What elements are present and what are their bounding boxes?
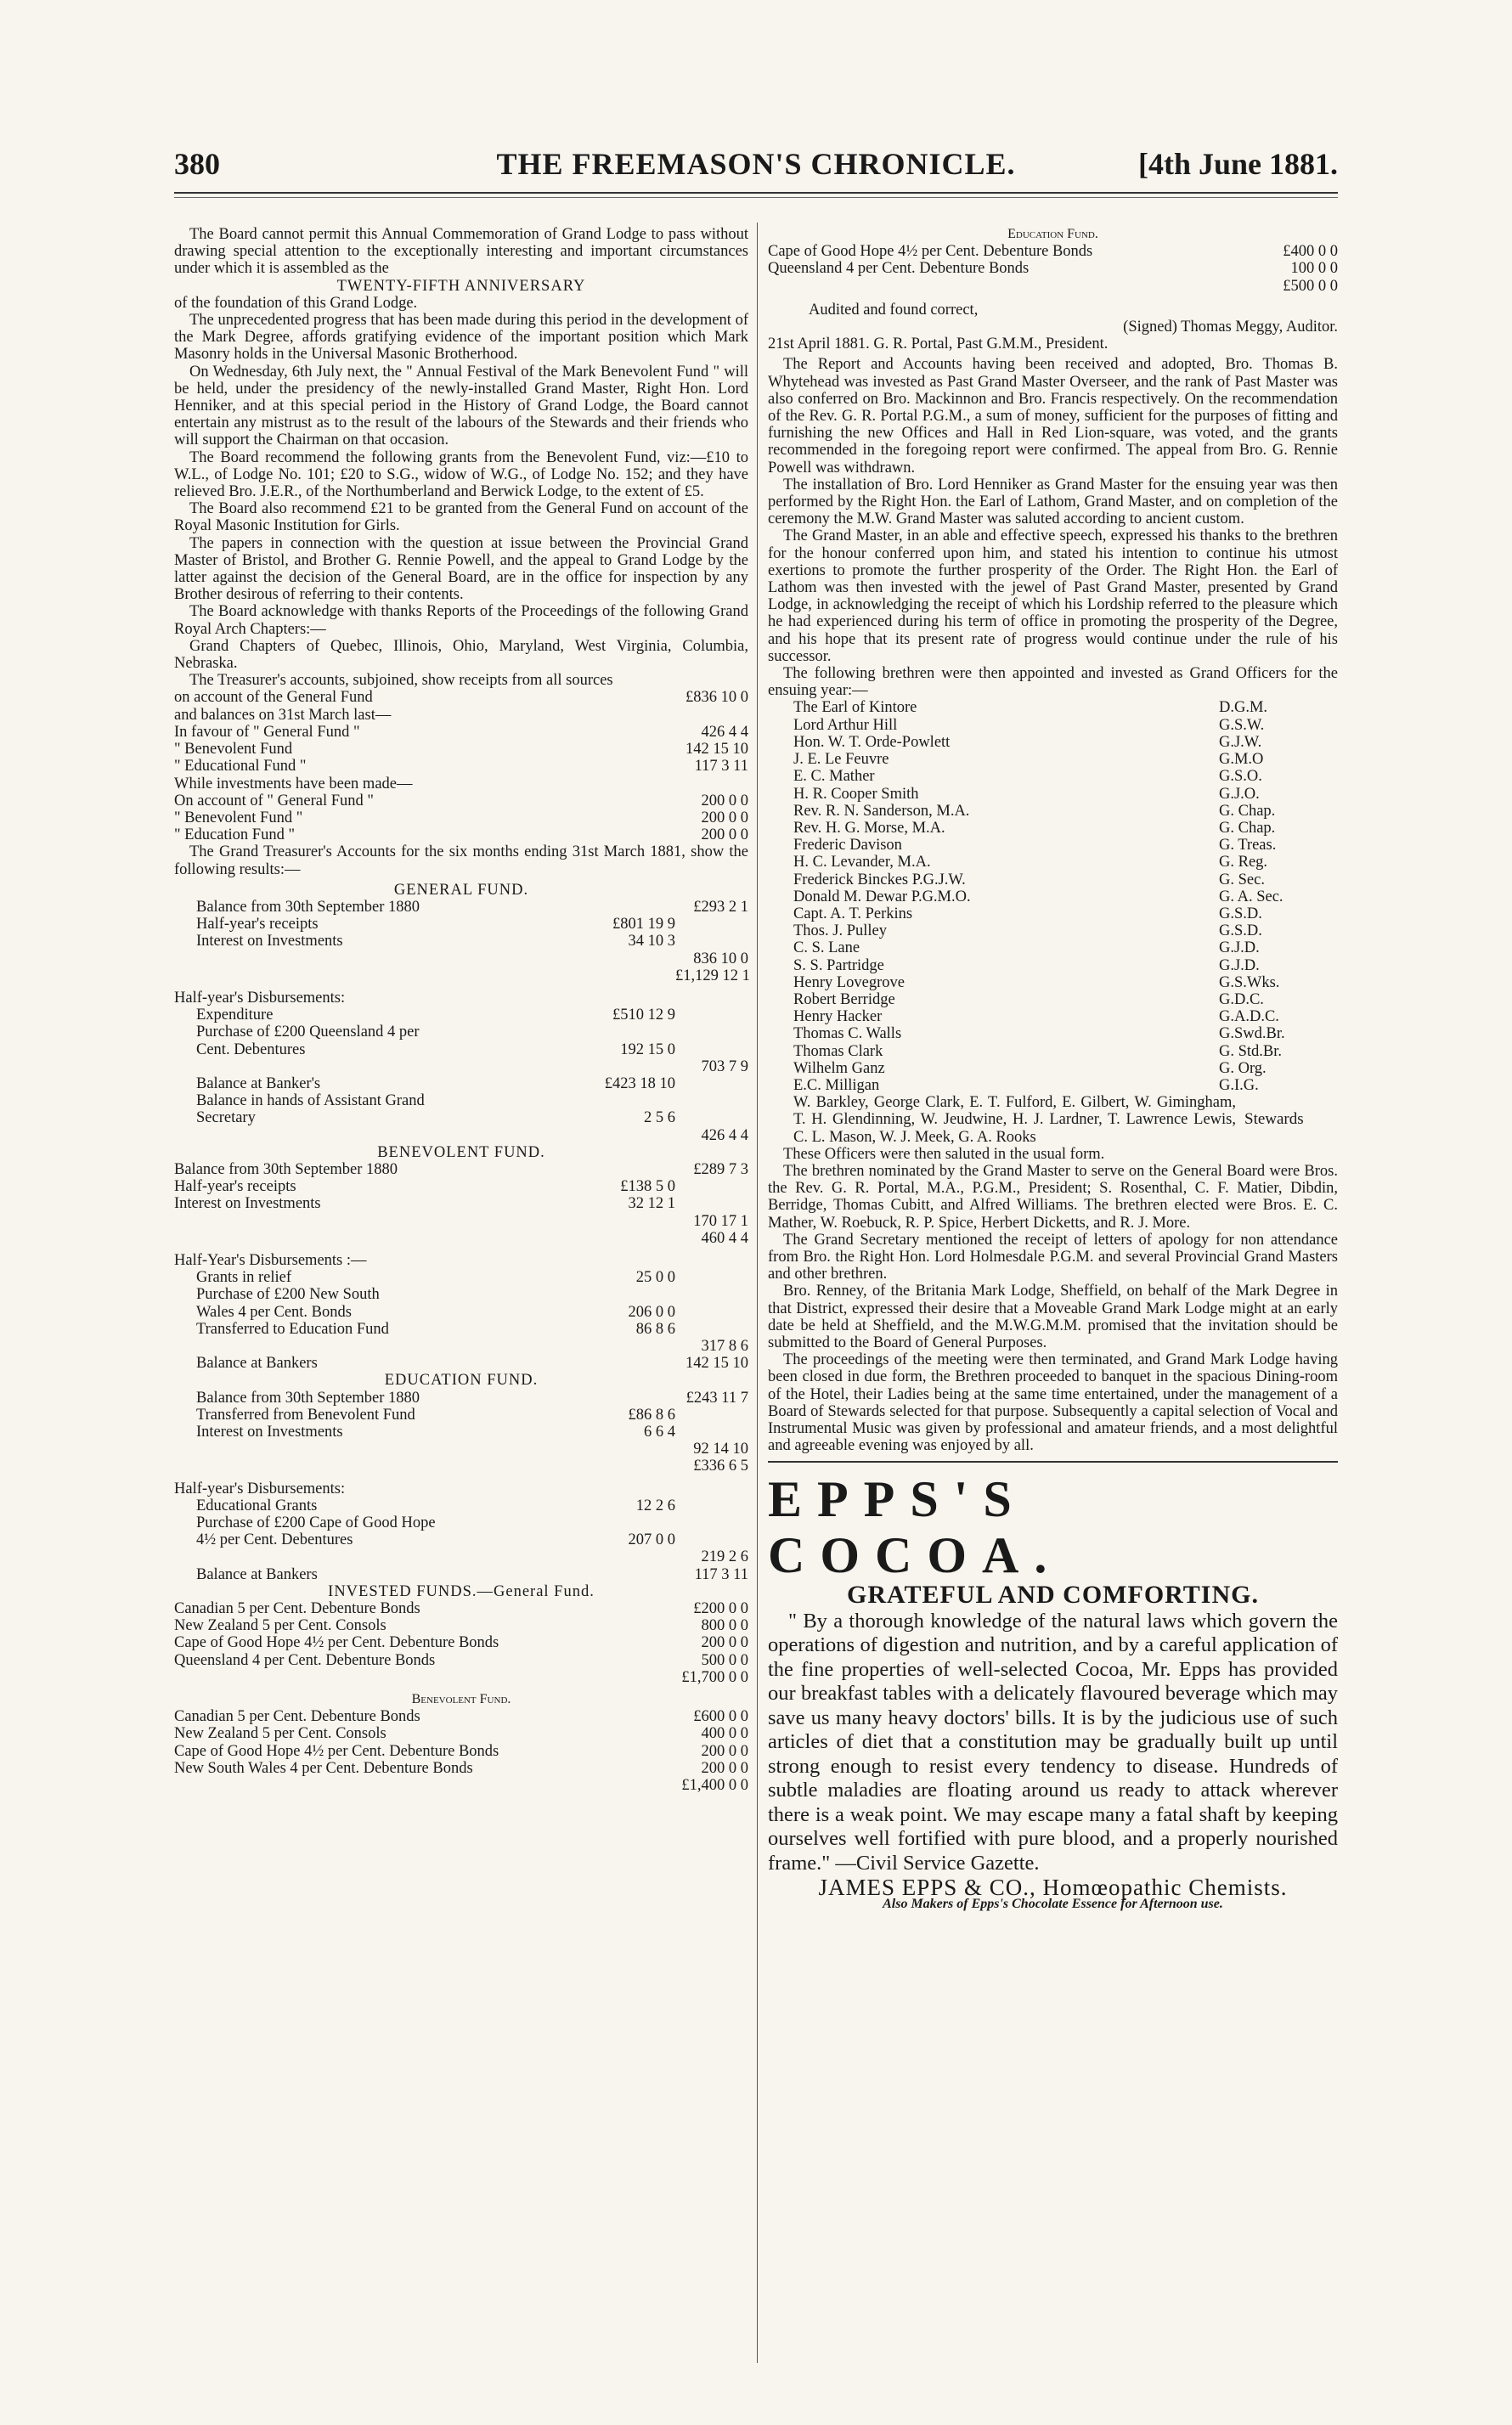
- officer-row: [768, 974, 1338, 991]
- account-description: " Educational Fund ": [174, 758, 307, 775]
- account-total: 317 8 6: [701, 1338, 748, 1355]
- account-description: Half-year's receipts: [196, 916, 319, 933]
- account-total: 200 0 0: [701, 1742, 748, 1760]
- paragraph: The Treasurer's accounts, subjoined, show receipts from all sources: [189, 672, 613, 690]
- officer-row: [768, 1025, 1338, 1042]
- account-row: [174, 792, 748, 809]
- account-row: [174, 1161, 748, 1178]
- header-rule-thin: [174, 197, 1338, 198]
- account-row: [174, 1725, 748, 1742]
- account-total: 92 14 10: [693, 1441, 748, 1458]
- officer-row: [768, 717, 1338, 734]
- account-total: £600 0 0: [693, 1708, 748, 1726]
- header-rule: [174, 192, 1338, 194]
- account-subtotal: £801 19 9: [612, 916, 675, 933]
- account-row: [196, 1390, 748, 1407]
- account-subtotal: 6 6 4: [644, 1424, 675, 1441]
- paragraph: The Grand Secretary mentioned the receipt of letters of apology for non attendance from Bro. the Right Hon. Lord Holmesdale P.G.M. and several Provincial Grand Masters and other brethren.: [768, 1231, 1338, 1283]
- account-description: 4½ per Cent. Debentures: [196, 1531, 353, 1549]
- account-row: [174, 1760, 748, 1777]
- officer-row: [768, 888, 1338, 905]
- officer-name: Lord Arthur Hill: [793, 716, 898, 734]
- officer-name: Henry Hacker: [793, 1008, 883, 1026]
- account-description: Secretary: [196, 1109, 256, 1127]
- officer-rank: G.I.G.: [1219, 1076, 1259, 1094]
- account-description: Queensland 4 per Cent. Debenture Bonds: [768, 260, 1030, 278]
- account-description: " Benevolent Fund: [174, 741, 293, 759]
- account-row: [196, 1286, 748, 1303]
- account-row: [174, 1195, 748, 1212]
- account-row: [174, 1600, 748, 1617]
- ad-firm: JAMES EPPS & CO., Homœopathic Chemists.: [818, 1875, 1288, 1901]
- account-total: £1,129 12 1: [675, 967, 750, 984]
- account-row: [174, 1669, 748, 1686]
- right-column: [768, 226, 1338, 1914]
- officer-name: The Earl of Kintore: [793, 699, 917, 717]
- paragraph: The papers in connection with the question at issue between the Provincial Grand Master of Bristol, and Brother G. Rennie Powell, and the appeal to Grand Lodge by the latter against the decision of the General Board, are in the office for inspection by any Brother desirous of referring to their contents.: [174, 534, 748, 604]
- account-row: [196, 1007, 748, 1024]
- account-total: £500 0 0: [1283, 277, 1338, 295]
- account-row: [174, 758, 748, 775]
- account-row: [196, 1321, 748, 1338]
- account-total: 117 3 11: [694, 1565, 748, 1583]
- account-row: [174, 775, 748, 792]
- account-description: " Benevolent Fund ": [174, 809, 303, 826]
- account-total: £1,400 0 0: [681, 1777, 748, 1795]
- officer-row: [768, 803, 1338, 820]
- paragraph: The Board recommend the following grants from the Benevolent Fund, viz:—£10 to W.L., of Lodge No. 101; £20 to S.G., widow of W.G., of Lodge No. 152; and they have relieved Bro. J.E.R., of the Northumberland and Berwick Lodge, to the extent of £5.: [174, 448, 748, 501]
- officer-row: [768, 699, 1338, 716]
- account-row: [196, 967, 748, 984]
- paragraph: On Wednesday, 6th July next, the " Annual Festival of the Mark Benevolent Fund " will be held, under the presidency of the newly-installed Grand Master, Right Hon. Lord Henniker, and at this special period in the History of Grand Lodge, the Board cannot entertain any mistrust as to the result of the labours of the Stewards and their friends who will support the Chairman on that occasion.: [174, 363, 748, 449]
- account-table: [174, 1600, 748, 1686]
- account-description: Educational Grants: [196, 1497, 318, 1514]
- officer-name: Robert Berridge: [793, 990, 895, 1008]
- account-total: £200 0 0: [693, 1600, 748, 1618]
- account-description: Balance from 30th September 1880: [196, 1389, 420, 1407]
- stewards-names: W. Barkley, George Clark, E. T. Fulford, E. Gilbert, W. Gimingham, T. H. Glendinning, W. Jeudwine, H. J. Lardner, T. Lawrence Lewis, C. L. Mason, W. J. Meek, G. A. Rooks: [793, 1094, 1236, 1146]
- account-row: [196, 1458, 748, 1475]
- account-description: Canadian 5 per Cent. Debenture Bonds: [174, 1600, 420, 1618]
- account-table: [174, 1708, 748, 1794]
- account-description: Cape of Good Hope 4½ per Cent. Debenture Bonds: [768, 243, 1093, 261]
- account-row: [174, 741, 748, 758]
- officer-row: [768, 957, 1338, 974]
- ad-body: " By a thorough knowledge of the natural laws which govern the operations of digestion and nutrition, and by a careful application of the fine properties of well-selected Cocoa, Mr. Epps has provided our breakfast tables with a delicately flavoured beverage which may save us many heavy doctors' bills. It is by the judicious use of such articles of diet that a constitution may be gradually built up until strong enough to resist every tendency to disease. Hundreds of subtle maladies are floating around us ready to attack wherever there is a weak point. We may escape many a fatal shaft by keeping ourselves well fortified with pure blood, and a properly nourished frame." —Civil Service Gazette.: [768, 1609, 1338, 1875]
- account-total: 703 7 9: [701, 1057, 748, 1075]
- officer-row: [768, 939, 1338, 956]
- stewards-block: [768, 1094, 1338, 1146]
- account-row: [196, 916, 748, 933]
- masthead-title: THE FREEMASON'S CHRONICLE.: [496, 147, 1016, 181]
- account-row: [196, 1041, 748, 1058]
- stewards-label: Stewards: [1244, 1110, 1304, 1129]
- account-row: [196, 1304, 748, 1321]
- account-row: [196, 1548, 748, 1565]
- paragraph: The Board also recommend £21 to be granted from the General Fund on account of the Royal Masonic Institution for Girls.: [174, 500, 748, 535]
- subheading: Half-year's Disbursements:: [174, 989, 346, 1007]
- account-description: New Zealand 5 per Cent. Consols: [174, 1617, 386, 1635]
- officer-name: Rev. R. N. Sanderson, M.A.: [793, 802, 970, 820]
- account-total: 170 17 1: [693, 1212, 748, 1230]
- officer-rank: G.D.C.: [1219, 990, 1264, 1008]
- officer-row: [768, 1060, 1338, 1077]
- officer-rank: G.J.D.: [1219, 939, 1260, 957]
- account-description: Balance at Banker's: [196, 1074, 321, 1092]
- paragraph: Grand Chapters of Quebec, Illinois, Ohio, Maryland, West Virginia, Columbia, Nebraska.: [174, 637, 748, 673]
- officer-row: [768, 820, 1338, 837]
- account-total: 800 0 0: [701, 1617, 748, 1635]
- officer-rank: G. Org.: [1219, 1059, 1267, 1077]
- officer-row: [768, 854, 1338, 871]
- account-description: Cent. Debentures: [196, 1040, 306, 1058]
- account-row: [196, 1566, 748, 1583]
- account-description: Balance in hands of Assistant Grand: [196, 1092, 425, 1110]
- account-total: 500 0 0: [701, 1651, 748, 1669]
- account-row: [768, 260, 1338, 277]
- account-row: [174, 1634, 748, 1651]
- account-table: [768, 243, 1338, 295]
- account-row: [174, 1708, 748, 1725]
- officer-name: Frederic Davison: [793, 837, 902, 854]
- account-subtotal: 192 15 0: [620, 1040, 675, 1058]
- officer-rank: G.A.D.C.: [1219, 1008, 1279, 1026]
- paragraph: The installation of Bro. Lord Henniker as Grand Master for the ensuing year was then performed by the Right Hon. the Earl of Lathom, Grand Master, and on completion of the ceremony the M.W. Grand Master was saluted according to ancient custom.: [768, 476, 1338, 528]
- account-row: [196, 1058, 748, 1075]
- account-total: 400 0 0: [701, 1725, 748, 1743]
- officer-row: [768, 871, 1338, 888]
- account-total: 200 0 0: [701, 809, 748, 826]
- paragraph: The proceedings of the meeting were then terminated, and Grand Mark Lodge having been closed in due form, the Brethren proceeded to banquet in the spacious Dining-room of the Hotel, their Ladies being at the same time entertained, under the management of a Board of Stewards selected for that purpose. Subsequently a capital selection of Vocal and Instrumental Music was given by professional and amateur friends, and a most delightful and agreeable evening was enjoyed by all.: [768, 1351, 1338, 1455]
- account-description: Balance from 30th September 1880: [196, 898, 420, 916]
- account-subtotal: £86 8 6: [628, 1406, 675, 1424]
- account-description: Expenditure: [196, 1007, 274, 1024]
- officer-row: [768, 1043, 1338, 1060]
- subheading: Half-Year's Disbursements :—: [174, 1251, 367, 1269]
- officer-name: J. E. Le Feuvre: [793, 751, 889, 769]
- account-description: Balance from 30th September 1880: [174, 1160, 398, 1178]
- officer-rank: G.S.D.: [1219, 922, 1262, 940]
- account-table: [174, 1269, 748, 1372]
- account-description: New South Wales 4 per Cent. Debenture Bonds: [174, 1759, 473, 1777]
- officer-name: H. C. Levander, M.A.: [793, 854, 931, 871]
- account-row: [196, 1092, 748, 1109]
- officer-rank: G. Treas.: [1219, 837, 1277, 854]
- account-description: Transferred from Benevolent Fund: [196, 1406, 415, 1424]
- account-row: [174, 809, 748, 826]
- account-row: [174, 1743, 748, 1760]
- account-table: [174, 1161, 748, 1247]
- account-total: 426 4 4: [701, 723, 748, 741]
- ad-rule: [768, 1461, 1338, 1463]
- account-total: £1,700 0 0: [681, 1668, 748, 1686]
- account-row: [196, 1531, 748, 1548]
- account-row: [196, 1514, 748, 1531]
- account-row: [196, 1024, 748, 1040]
- account-description: While investments have been made—: [174, 775, 413, 792]
- account-table: [174, 1497, 748, 1583]
- account-subtotal: 207 0 0: [628, 1531, 675, 1549]
- account-total: 200 0 0: [701, 1634, 748, 1652]
- account-subtotal: 86 8 6: [635, 1320, 675, 1338]
- officer-rank: G.S.O.: [1219, 768, 1262, 786]
- account-total: 836 10 0: [693, 950, 748, 967]
- officer-name: Frederick Binckes P.G.J.W.: [793, 871, 966, 888]
- account-table: [174, 899, 748, 984]
- account-row: [196, 1424, 748, 1441]
- account-row: [196, 1407, 748, 1424]
- account-subtotal: 34 10 3: [628, 933, 675, 950]
- ad-subtitle: GRATEFUL AND COMFORTING.: [847, 1581, 1259, 1610]
- issue-date: [4th June 1881.: [1137, 147, 1338, 181]
- account-total: 100 0 0: [1290, 260, 1338, 278]
- officer-name: Rev. H. G. Morse, M.A.: [793, 819, 945, 837]
- account-description: Purchase of £200 Cape of Good Hope: [196, 1514, 436, 1532]
- paragraph: The Grand Master, in an able and effective speech, expressed his thanks to the brethren for the honour conferred upon him, and stated his intention to continue his utmost exertions to promote the further prosperity of the Order. The Right Hon. the Earl of Lathom was then invested with the jewel of Past Grand Master, presented by Grand Lodge, in acknowledging the receipt of which his Lordship referred to the pleasure which he had experienced during his term of office in promoting the prosperity of the Degree, and his hope that its present rate of progress would continue under the rule of his successor.: [768, 527, 1338, 665]
- officer-rank: G.Swd.Br.: [1219, 1025, 1285, 1043]
- account-row: [174, 1230, 748, 1247]
- officer-name: Thos. J. Pulley: [793, 922, 887, 940]
- page-header: [174, 146, 1338, 189]
- account-description: Queensland 4 per Cent. Debenture Bonds: [174, 1651, 436, 1669]
- subheading: Benevolent Fund.: [411, 1692, 511, 1707]
- paragraph: Bro. Renney, of the Britania Mark Lodge, Sheffield, on behalf of the Mark Degree in that District, expressed their desire that a Moveable Grand Mark Lodge might at an early date be held at Sheffield, and the M.W.G.M.M. promised that the invitation should be submitted to the Board of General Purposes.: [768, 1283, 1338, 1351]
- account-total: £289 7 3: [693, 1160, 748, 1178]
- paragraph: The Board cannot permit this Annual Commemoration of Grand Lodge to pass without drawing special attention to the exceptionally interesting and important circumstances under which it is assembled as the: [174, 226, 748, 278]
- paragraph: These Officers were then saluted in the usual form.: [783, 1145, 1105, 1163]
- column-divider: [757, 223, 758, 2363]
- officer-rank: G.S.D.: [1219, 905, 1262, 922]
- account-table: [174, 1007, 748, 1144]
- account-description: Interest on Investments: [174, 1195, 321, 1213]
- paragraph: The Grand Treasurer's Accounts for the six months ending 31st March 1881, show the following results:—: [174, 843, 748, 878]
- officer-name: S. S. Partridge: [793, 956, 884, 974]
- account-total: £336 6 5: [693, 1458, 748, 1475]
- audit-date: 21st April 1881. G. R. Portal, Past G.M.M., President.: [768, 336, 1109, 353]
- account-row: [196, 950, 748, 967]
- officer-rank: G.M.O: [1219, 751, 1264, 769]
- officer-name: Wilhelm Ganz: [793, 1059, 885, 1077]
- account-description: and balances on 31st March last—: [174, 706, 392, 724]
- account-subtotal: 32 12 1: [628, 1195, 675, 1213]
- account-row: [196, 933, 748, 950]
- account-total: £836 10 0: [685, 689, 748, 707]
- account-subtotal: £138 5 0: [620, 1178, 675, 1196]
- account-row: [174, 1777, 748, 1794]
- paragraph: The unprecedented progress that has been made during this period in the development of the Mark Degree, affords gratifying evidence of the important position which Mark Masonry holds in the Universal Masonic Brotherhood.: [174, 312, 748, 364]
- officer-rank: G.S.Wks.: [1219, 973, 1280, 991]
- account-description: on account of the General Fund: [174, 689, 373, 707]
- account-description: Transferred to Education Fund: [196, 1320, 389, 1338]
- account-row: [768, 278, 1338, 295]
- officer-name: Donald M. Dewar P.G.M.O.: [793, 888, 971, 905]
- account-row: [196, 1075, 748, 1092]
- officer-rank: G. Reg.: [1219, 854, 1268, 871]
- account-subtotal: 25 0 0: [635, 1269, 675, 1287]
- officer-name: Thomas Clark: [793, 1042, 883, 1060]
- officer-rank: G. Chap.: [1219, 802, 1276, 820]
- account-total: 219 2 6: [701, 1548, 748, 1566]
- account-total: 200 0 0: [701, 792, 748, 809]
- account-row: [174, 1617, 748, 1634]
- officer-name: Capt. A. T. Perkins: [793, 905, 913, 922]
- account-total: 142 15 10: [685, 1355, 748, 1373]
- audit-signature: (Signed) Thomas Meggy, Auditor.: [1123, 319, 1338, 336]
- account-row: [174, 1213, 748, 1230]
- left-column: [174, 226, 748, 1794]
- officer-rank: G. A. Sec.: [1219, 888, 1284, 905]
- anniversary-heading: TWENTY-FIFTH ANNIVERSARY: [336, 277, 586, 295]
- section-heading: GENERAL FUND.: [393, 881, 529, 899]
- officer-name: H. R. Cooper Smith: [793, 785, 919, 803]
- subheading: Education Fund.: [1007, 227, 1098, 241]
- account-row: [768, 243, 1338, 260]
- officer-row: [768, 768, 1338, 785]
- account-total: 460 4 4: [701, 1229, 748, 1247]
- account-description: Interest on Investments: [196, 1424, 343, 1441]
- officer-name: E. C. Mather: [793, 768, 875, 786]
- account-row: [196, 899, 748, 916]
- officer-name: Henry Lovegrove: [793, 973, 905, 991]
- ad-note: Also Makers of Epps's Chocolate Essence for Afternoon use.: [883, 1897, 1223, 1912]
- account-description: " Education Fund ": [174, 826, 296, 844]
- account-row: [196, 1497, 748, 1514]
- account-total: £400 0 0: [1283, 243, 1338, 261]
- account-description: Purchase of £200 Queensland 4 per: [196, 1024, 420, 1041]
- account-total: 200 0 0: [701, 826, 748, 844]
- account-description: On account of " General Fund ": [174, 792, 374, 809]
- account-table: [174, 1390, 748, 1475]
- account-row: [196, 1355, 748, 1372]
- account-row: [196, 1109, 748, 1126]
- account-subtotal: £423 18 10: [604, 1074, 675, 1092]
- account-row: [196, 1441, 748, 1458]
- officer-row: [768, 1008, 1338, 1025]
- officer-rank: G.J.W.: [1219, 733, 1262, 751]
- officer-row: [768, 905, 1338, 922]
- account-row: [174, 707, 748, 724]
- officer-name: Thomas C. Walls: [793, 1025, 902, 1043]
- account-description: Balance at Bankers: [196, 1565, 318, 1583]
- officer-rank: G. Sec.: [1219, 871, 1265, 888]
- paragraph: The Report and Accounts having been received and adopted, Bro. Thomas B. Whytehead was invested as Past Grand Master Overseer, and the rank of Past Master was also conferred on Bro. Mackinnon and Bro. Francis respectively. On the recommendation of the Rev. G. R. Portal P.G.M., a sum of money, sufficient for the purposes of fitting and furnishing the new Offices and Hall in Red Lion-square, was voted, and the grants recommended in the foregoing report were confirmed. The appeal from Bro. G. Rennie Powell was withdrawn.: [768, 356, 1338, 477]
- officers-list: [768, 699, 1338, 1094]
- paragraph: The following brethren were then appointed and invested as Grand Officers for the ensuing year:—: [768, 665, 1338, 700]
- account-total: 426 4 4: [701, 1126, 748, 1144]
- account-description: Interest on Investments: [196, 933, 343, 950]
- account-row: [174, 1178, 748, 1195]
- account-description: Purchase of £200 New South: [196, 1286, 380, 1304]
- account-row: [174, 1652, 748, 1669]
- paragraph: The brethren nominated by the Grand Master to serve on the General Board were Bros. the Rev. G. R. Portal, M.A., P.G.M., President; S. Rosenthal, C. F. Matier, Dibdin, Berridge, Thomas Cubitt, and Alfred Williams. The brethren elected were Bros. E. C. Mather, W. Roebuck, R. P. Spice, Herbert Dicketts, and R. J. More.: [768, 1162, 1338, 1232]
- account-description: In favour of " General Fund ": [174, 723, 360, 741]
- officer-name: C. S. Lane: [793, 939, 860, 957]
- account-description: Grants in relief: [196, 1269, 291, 1287]
- account-description: Balance at Bankers: [196, 1355, 318, 1373]
- officer-name: Hon. W. T. Orde-Powlett: [793, 733, 951, 751]
- officer-name: E.C. Milligan: [793, 1076, 880, 1094]
- officer-rank: G. Std.Br.: [1219, 1042, 1283, 1060]
- account-total: 142 15 10: [685, 741, 748, 759]
- officer-rank: D.G.M.: [1219, 699, 1268, 717]
- account-row: [174, 826, 748, 843]
- section-heading: EDUCATION FUND.: [384, 1372, 539, 1390]
- account-description: New Zealand 5 per Cent. Consols: [174, 1725, 386, 1743]
- account-subtotal: 206 0 0: [628, 1303, 675, 1321]
- officer-row: [768, 786, 1338, 803]
- account-total: £243 11 7: [685, 1389, 748, 1407]
- account-subtotal: £510 12 9: [612, 1007, 675, 1024]
- paragraph: of the foundation of this Grand Lodge.: [174, 294, 418, 312]
- officer-row: [768, 1077, 1338, 1094]
- account-table: [174, 689, 748, 843]
- ad-title: EPPS'S COCOA.: [768, 1471, 1063, 1584]
- account-description: Cape of Good Hope 4½ per Cent. Debenture Bonds: [174, 1634, 499, 1652]
- account-description: Cape of Good Hope 4½ per Cent. Debenture Bonds: [174, 1742, 499, 1760]
- audit-line: Audited and found correct,: [809, 301, 979, 319]
- account-subtotal: 2 5 6: [644, 1109, 675, 1127]
- epps-cocoa-advertisement: [768, 1471, 1338, 1913]
- officer-rank: G.J.O.: [1219, 785, 1260, 803]
- account-total: £293 2 1: [693, 898, 748, 916]
- account-row: [196, 1127, 748, 1144]
- account-description: Half-year's receipts: [174, 1178, 296, 1196]
- officer-rank: G.S.W.: [1219, 716, 1265, 734]
- page-number: 380: [174, 147, 220, 181]
- account-row: [174, 689, 748, 706]
- account-row: [174, 724, 748, 741]
- section-heading: BENEVOLENT FUND.: [377, 1143, 545, 1161]
- account-row: [196, 1338, 748, 1355]
- officer-row: [768, 734, 1338, 751]
- officer-rank: G. Chap.: [1219, 819, 1276, 837]
- account-description: Wales 4 per Cent. Bonds: [196, 1303, 352, 1321]
- officer-rank: G.J.D.: [1219, 956, 1260, 974]
- officer-row: [768, 922, 1338, 939]
- subheading: Half-year's Disbursements:: [174, 1480, 346, 1497]
- officer-row: [768, 751, 1338, 768]
- officer-row: [768, 991, 1338, 1008]
- section-heading: INVESTED FUNDS.—General Fund.: [328, 1582, 595, 1600]
- account-description: Canadian 5 per Cent. Debenture Bonds: [174, 1708, 420, 1726]
- account-total: 117 3 11: [694, 758, 748, 775]
- account-row: [196, 1269, 748, 1286]
- officer-row: [768, 837, 1338, 854]
- account-subtotal: 12 2 6: [635, 1497, 675, 1514]
- paragraph: The Board acknowledge with thanks Reports of the Proceedings of the following Grand Royal Arch Chapters:—: [174, 603, 748, 638]
- account-total: 200 0 0: [701, 1759, 748, 1777]
